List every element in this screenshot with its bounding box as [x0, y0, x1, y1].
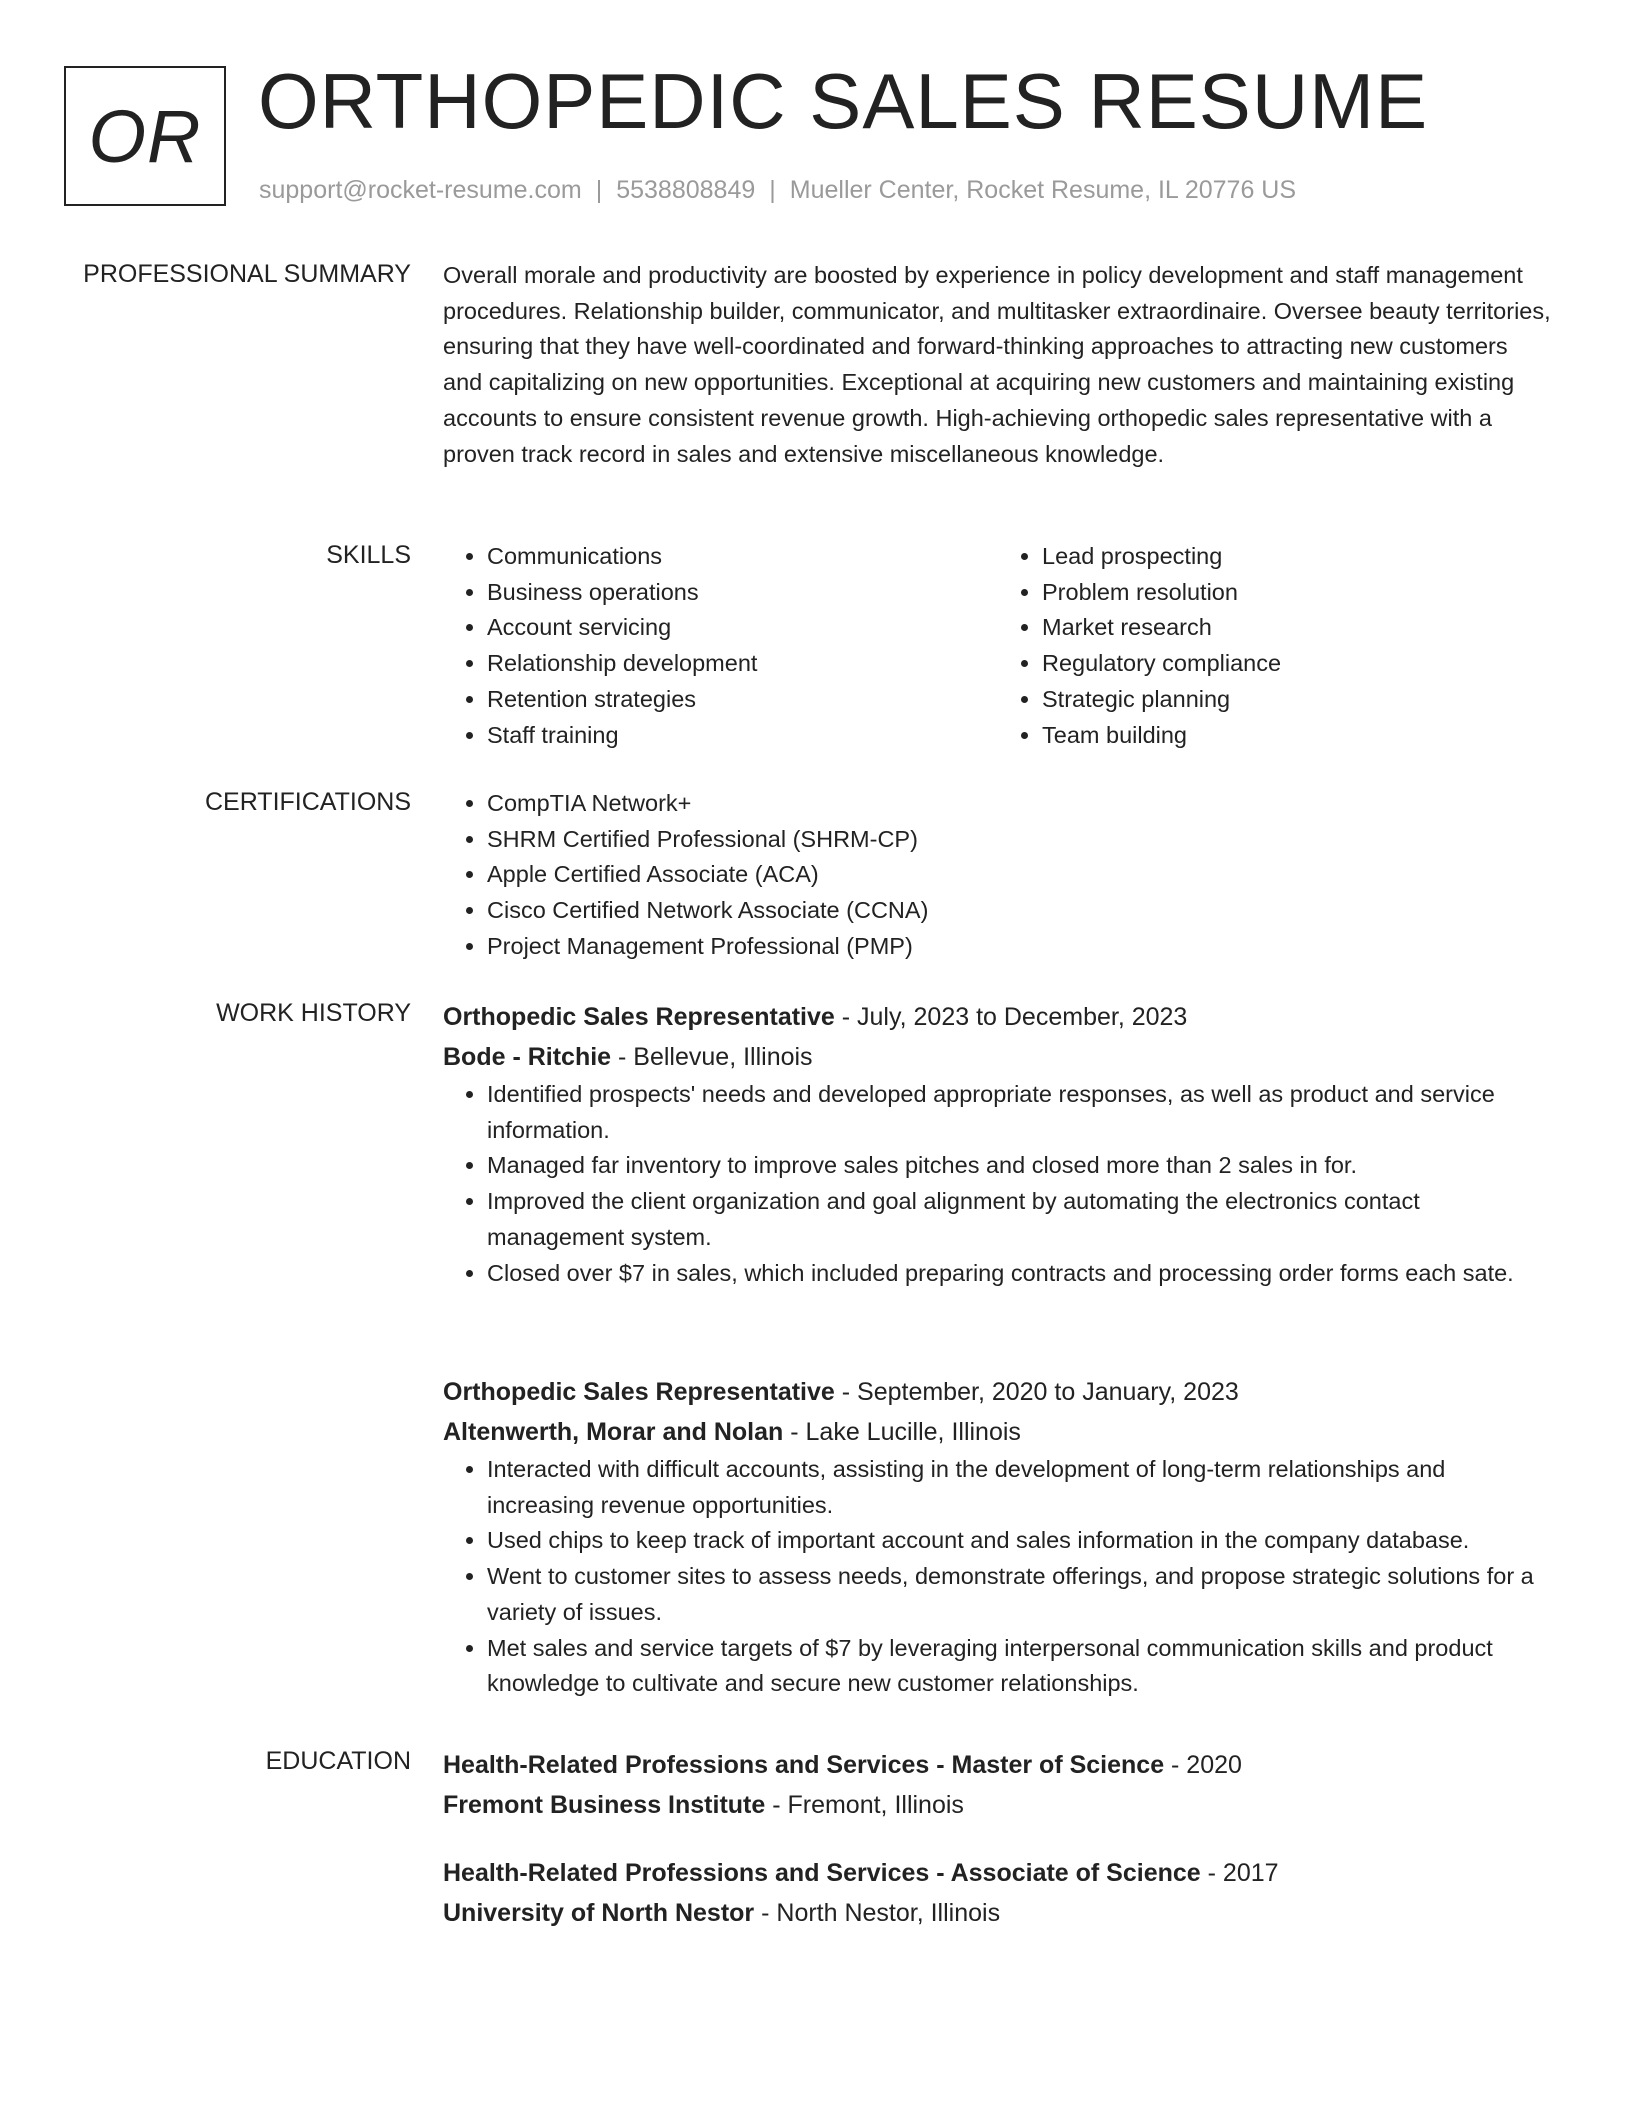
section-label: WORK HISTORY — [216, 999, 411, 1027]
certification-item: • CompTIA Network+ — [487, 786, 1553, 822]
section-label: PROFESSIONAL SUMMARY — [83, 260, 411, 288]
education-school-line — [443, 1785, 1553, 1825]
education-school: University of North Nestor — [443, 1899, 755, 1927]
job-bullet: • Closed over $7 in sales, which included preparing contracts and processing order forms each sate. — [487, 1256, 1553, 1292]
education-degree-line — [443, 1745, 1553, 1785]
job-bullet: • Used chips to keep track of important account and sales information in the company database. — [487, 1523, 1553, 1559]
job-bullet: • Managed far inventory to improve sales pitches and closed more than 2 sales in for. — [487, 1148, 1553, 1184]
skill-item: • Problem resolution — [1042, 575, 1553, 611]
certification-item: • Apple Certified Associate (ACA) — [487, 857, 1553, 893]
job-company-line — [443, 1412, 1553, 1452]
summary-body — [443, 258, 1553, 472]
education-year: - 2017 — [1200, 1859, 1279, 1887]
contact-line — [259, 174, 1296, 206]
contact-separator: | — [595, 176, 603, 204]
contact-separator: | — [769, 176, 776, 204]
skill-item: • Market research — [1042, 610, 1553, 646]
skill-item: • Retention strategies — [487, 682, 998, 718]
education-body — [443, 1853, 1553, 1933]
skill-item: • Regulatory compliance — [1042, 646, 1553, 682]
certification-item: • Cisco Certified Network Associate (CCNA) — [487, 893, 1553, 929]
education-entry — [443, 1745, 1553, 1825]
certifications-body — [443, 786, 1553, 965]
job-entry — [443, 1372, 1553, 1702]
job-bullet: • Went to customer sites to assess needs, demonstrate offerings, and propose strategic solutions for a variety of issues. — [487, 1559, 1553, 1630]
skill-item: • Communications — [487, 539, 998, 575]
education-school: Fremont Business Institute — [443, 1791, 766, 1819]
section-label: CERTIFICATIONS — [204, 788, 411, 816]
job-title: Orthopedic Sales Representative — [443, 1378, 835, 1406]
job-bullet: • Interacted with difficult accounts, assisting in the development of long-term relationships and increasing revenue opportunities. — [487, 1452, 1553, 1523]
section-label: SKILLS — [326, 541, 411, 569]
certification-item: • Project Management Professional (PMP) — [487, 929, 1553, 965]
job-location: - Lake Lucille, Illinois — [783, 1418, 1021, 1446]
work-history-body — [443, 997, 1553, 1291]
job-title-line — [443, 1372, 1553, 1412]
skill-item: • Lead prospecting — [1042, 539, 1553, 575]
resume-header — [0, 0, 1632, 230]
education-degree-line — [443, 1853, 1553, 1893]
job-bullet: • Improved the client organization and goal alignment by automating the electronics contact management system. — [487, 1184, 1553, 1255]
skill-item: • Team building — [1042, 718, 1553, 754]
education-location: - North Nestor, Illinois — [754, 1899, 1001, 1927]
job-company-line — [443, 1037, 1553, 1077]
skills-list-right — [998, 539, 1553, 753]
education-year: - 2020 — [1164, 1751, 1242, 1779]
skill-item: • Business operations — [487, 575, 998, 611]
education-body — [443, 1745, 1553, 1825]
job-company: Bode - Ritchie — [443, 1043, 612, 1071]
job-title: Orthopedic Sales Representative — [443, 1003, 835, 1031]
education-school-line — [443, 1893, 1553, 1933]
job-bullets — [443, 1077, 1553, 1291]
skill-item: • Relationship development — [487, 646, 998, 682]
education-degree: Health-Related Professions and Services - Associate of Science — [443, 1859, 1201, 1887]
section-label: EDUCATION — [265, 1747, 411, 1775]
job-bullet: • Identified prospects' needs and developed appropriate responses, as well as product and service information. — [487, 1077, 1553, 1148]
contact-phone: 5538808849 — [616, 176, 756, 204]
job-company: Altenwerth, Morar and Nolan — [443, 1418, 784, 1446]
job-location: - Bellevue, Illinois — [611, 1043, 813, 1071]
education-location: - Fremont, Illinois — [765, 1791, 964, 1819]
skill-item: • Strategic planning — [1042, 682, 1553, 718]
skill-item: • Account servicing — [487, 610, 998, 646]
job-bullet: • Met sales and service targets of $7 by leveraging interpersonal communication skills and product knowledge to cultivate and secure new customer relationships. — [487, 1631, 1553, 1702]
skill-item: • Staff training — [487, 718, 998, 754]
job-bullets — [443, 1452, 1553, 1702]
contact-address: Mueller Center, Rocket Resume, IL 20776 US — [789, 176, 1297, 204]
monogram-box: OR — [64, 66, 226, 206]
skills-body — [443, 539, 1553, 753]
job-dates: - July, 2023 to December, 2023 — [834, 1003, 1188, 1031]
job-dates: - September, 2020 to January, 2023 — [834, 1378, 1239, 1406]
certification-item: • SHRM Certified Professional (SHRM-CP) — [487, 822, 1553, 858]
contact-email: support@rocket-resume.com — [259, 176, 582, 204]
job-title-line — [443, 997, 1553, 1037]
work-history-body — [443, 1372, 1553, 1702]
summary-text: Overall morale and productivity are boosted by experience in policy development and staff management procedures. Relationship builder, communicator, and multitasker extraordinaire. Oversee beauty territories, ensuring that they have well-coordinated and forward-thinking approaches to attracting new customers and capitalizing on new opportunities. Exceptional at acquiring new customers and maintaining existing accounts to ensure consistent revenue growth. High-achieving orthopedic sales representative with a proven track record in sales and extensive miscellaneous knowledge. — [443, 262, 1551, 467]
skills-list-left — [443, 539, 998, 753]
job-entry — [443, 997, 1553, 1291]
resume-title: ORTHOPEDIC SALES RESUME — [258, 57, 1429, 145]
education-degree: Health-Related Professions and Services - Master of Science — [443, 1751, 1165, 1779]
education-entry — [443, 1853, 1553, 1933]
certifications-list — [443, 786, 1553, 965]
